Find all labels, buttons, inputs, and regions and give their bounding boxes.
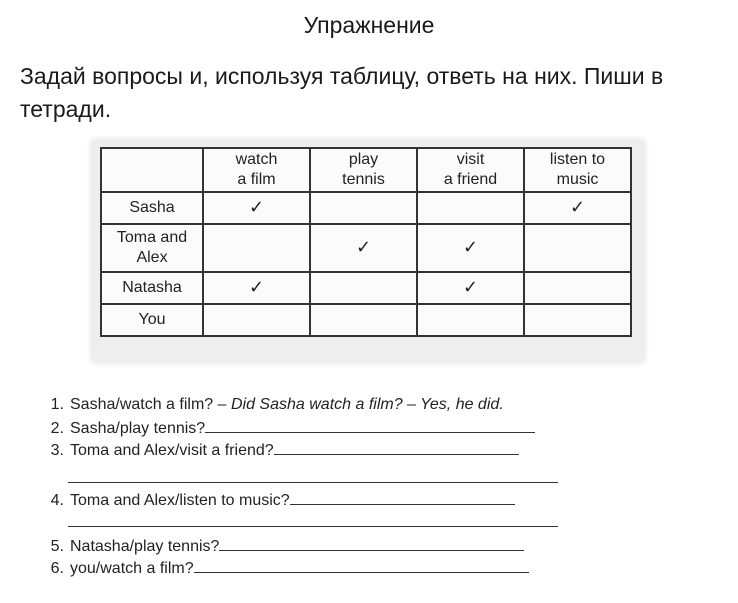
exercise-item-3 bbox=[30, 440, 570, 462]
exercise-question: you/watch a film? bbox=[70, 560, 194, 577]
header-play-line2: tennis bbox=[342, 171, 385, 188]
row-name-sasha: Sasha bbox=[101, 192, 203, 224]
table-row bbox=[101, 304, 631, 336]
empty-cell bbox=[203, 304, 310, 336]
header-listen-line2: music bbox=[556, 171, 599, 188]
row-name-natasha: Natasha bbox=[101, 272, 203, 304]
check-mark-icon: ✓ bbox=[203, 272, 310, 304]
header-visit-line2: a friend bbox=[443, 171, 498, 188]
answer-line bbox=[290, 490, 515, 505]
empty-cell bbox=[524, 224, 631, 272]
empty-cell bbox=[524, 272, 631, 304]
empty-cell bbox=[417, 304, 524, 336]
header-play-line1: play bbox=[348, 151, 379, 168]
check-mark-icon: ✓ bbox=[417, 272, 524, 304]
empty-cell bbox=[203, 224, 310, 272]
exercise-number: 5. bbox=[50, 538, 64, 555]
exercise-question: Sasha/watch a film? bbox=[70, 396, 214, 413]
empty-cell bbox=[417, 192, 524, 224]
exercise-number: 2. bbox=[50, 420, 64, 437]
row-name-you: You bbox=[101, 304, 203, 336]
exercise-example-answer: – Did Sasha watch a film? – Yes, he did. bbox=[213, 396, 504, 413]
exercise-number: 3. bbox=[50, 442, 64, 459]
empty-cell bbox=[524, 304, 631, 336]
row-name-toma-and-alex: Toma and Alex bbox=[101, 224, 203, 272]
answer-line-continuation bbox=[68, 526, 558, 527]
check-mark-icon: ✓ bbox=[310, 224, 417, 272]
header-visit-line1: visit bbox=[456, 151, 485, 168]
check-mark-icon: ✓ bbox=[524, 192, 631, 224]
header-cell-empty bbox=[101, 148, 203, 192]
answer-line bbox=[274, 440, 519, 455]
empty-cell bbox=[310, 304, 417, 336]
exercise-question: Toma and Alex/visit a friend? bbox=[70, 442, 274, 459]
table-row bbox=[101, 272, 631, 304]
check-mark-icon: ✓ bbox=[417, 224, 524, 272]
exercise-number: 4. bbox=[50, 492, 64, 509]
header-watch-line1: watch bbox=[235, 151, 278, 168]
exercise-item-1 bbox=[30, 396, 570, 418]
empty-cell bbox=[310, 272, 417, 304]
header-watch-a-film bbox=[203, 148, 310, 192]
exercise-question: Toma and Alex/listen to music? bbox=[70, 492, 290, 509]
exercise-question: Natasha/play tennis? bbox=[70, 538, 220, 555]
check-mark-icon: ✓ bbox=[203, 192, 310, 224]
header-listen-line1: listen to bbox=[549, 151, 606, 168]
header-watch-line2: a film bbox=[237, 171, 276, 188]
answer-line bbox=[194, 558, 529, 573]
header-play-tennis bbox=[310, 148, 417, 192]
table-row bbox=[101, 224, 631, 272]
exercise-item-5 bbox=[30, 536, 570, 558]
answer-line bbox=[219, 536, 524, 551]
header-listen-to-music bbox=[524, 148, 631, 192]
instruction-text: Задай вопросы и, используя таблицу, ответь на них. Пиши в тетради. bbox=[20, 63, 664, 122]
exercise-item-6 bbox=[30, 558, 570, 580]
table-row bbox=[101, 192, 631, 224]
table-header-row bbox=[101, 148, 631, 192]
page-title: Упражнение bbox=[303, 12, 435, 38]
exercise-item-2 bbox=[30, 418, 570, 440]
activity-table bbox=[100, 147, 632, 337]
header-visit-a-friend bbox=[417, 148, 524, 192]
exercise-number: 6. bbox=[50, 560, 64, 577]
answer-line bbox=[205, 418, 535, 433]
exercise-number: 1. bbox=[50, 396, 64, 413]
exercise-item-4 bbox=[30, 490, 570, 512]
answer-line-continuation bbox=[68, 482, 558, 483]
exercise-question: Sasha/play tennis? bbox=[70, 420, 206, 437]
empty-cell bbox=[310, 192, 417, 224]
